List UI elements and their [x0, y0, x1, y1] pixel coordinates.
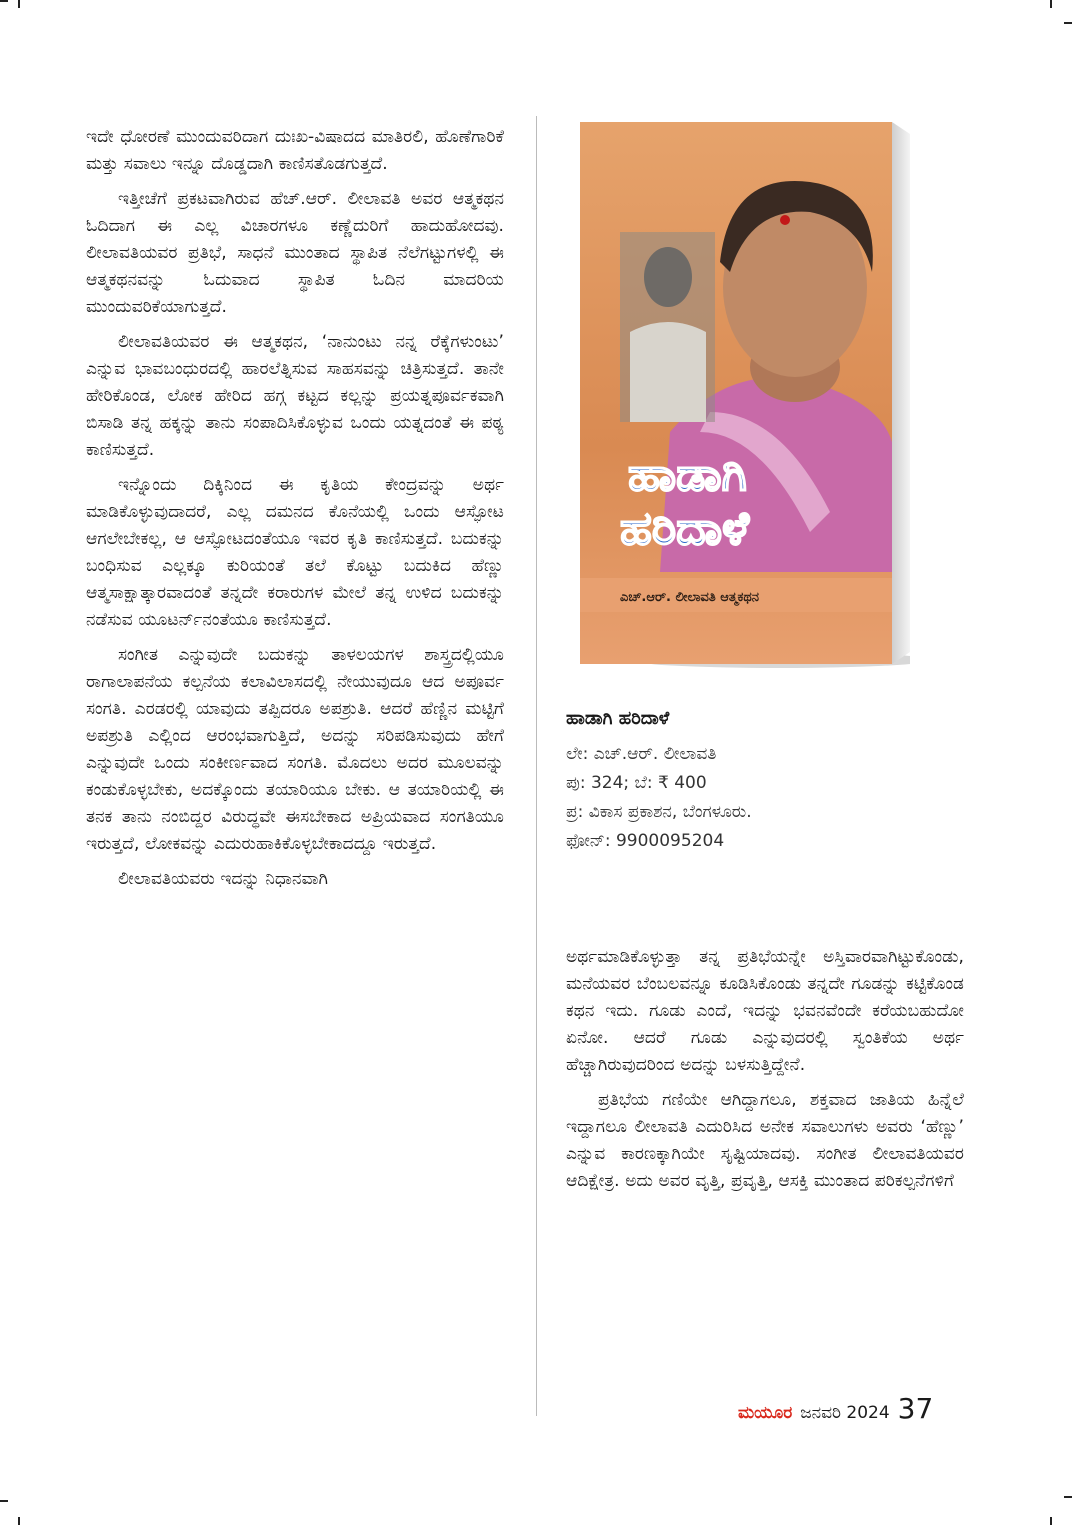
paragraph: ಸಂಗೀತ ಎನ್ನುವುದೇ ಬದುಕನ್ನು ತಾಳಲಯಗಳ ಶಾಸ್ತ್ರದಲ್ಲಿಯೂ ರಾಗಾಲಾಪನೆಯ ಕಲ್ಪನೆಯ ಕಲಾವಿಲಾಸದಲ್ಲಿ ನೇಯುವುದೂ ಆದ ಅಪೂರ್ವ ಸಂಗತಿ. ಎರಡರಲ್ಲಿ ಯಾವುದು ತಪ್ಪಿದರೂ ಅಪಶ್ರುತಿ. ಆದರೆ ಹೆಣ್ಣಿನ ಮಟ್ಟಿಗೆ ಅಪಶ್ರುತಿ ಎಲ್ಲಿಂದ ಆರಂಭವಾಗುತ್ತಿದೆ, ಅದನ್ನು ಸರಿಪಡಿಸುವುದು ಹೇಗೆ ಎನ್ನುವುದೇ ಒಂದು ಸಂಕೀರ್ಣವಾದ ಸಂಗತಿ. ಮೊದಲು ಅದರ ಮೂಲವನ್ನು ಕಂಡುಕೊಳ್ಳಬೇಕು, ಅದಕ್ಕೊಂದು ತಯಾರಿಯೂ ಬೇಕು. ಆ ತಯಾರಿಯಲ್ಲಿ ಈ ತನಕ ತಾನು ನಂಬಿದ್ದರ ವಿರುದ್ಧವೇ ಈಸಬೇಕಾದ ಅಪ್ರಿಯವಾದ ಸಂಗತಿಯೂ ಇರುತ್ತದೆ, ಲೋಕವನ್ನು ಎದುರುಹಾಕಿಕೊಳ್ಳಬೇಕಾದದ್ದೂ ಇರುತ್ತದೆ.	[86, 645, 504, 854]
left-column	[86, 124, 504, 901]
book-author: ಲೇ: ಎಚ್.ಆರ್. ಲೀಲಾವತಿ	[566, 744, 717, 764]
crop-mark	[1064, 1496, 1072, 1498]
column-divider	[536, 116, 537, 1416]
paragraph: ಪ್ರತಿಭೆಯ ಗಣಿಯೇ ಆಗಿದ್ದಾಗಲೂ, ಶಕ್ತವಾದ ಜಾತಿಯ ಹಿನ್ನೆಲೆ ಇದ್ದಾಗಲೂ ಲೀಲಾವತಿ ಎದುರಿಸಿದ ಅನೇಕ ಸವಾಲುಗಳು ಅವರು ‘ಹೆಣ್ಣು’ ಎನ್ನುವ ಕಾರಣಕ್ಕಾಗಿಯೇ ಸೃಷ್ಟಿಯಾದವು. ಸಂಗೀತ ಲೀಲಾವತಿಯವರ ಆದಿಕ್ಷೇತ್ರ. ಅದು ಅವರ ವೃತ್ತಿ, ಪ್ರವೃತ್ತಿ, ಆಸಕ್ತಿ ಮುಂತಾದ ಪರಿಕಲ್ಪನೆಗಳಿಗೆ	[566, 1090, 964, 1191]
inset-photo-face	[644, 247, 692, 307]
book-details	[566, 706, 926, 856]
crop-mark	[1050, 1517, 1052, 1525]
cover-title-line2: ಹರಿದಾಳೆ	[620, 501, 749, 555]
cover-title-line1: ಹಾಡಾಗಿ	[628, 447, 747, 501]
crop-mark	[0, 1500, 8, 1502]
crop-mark	[1064, 22, 1072, 24]
paragraph: ಇತ್ತೀಚೆಗೆ ಪ್ರಕಟವಾಗಿರುವ ಹೆಚ್.ಆರ್. ಲೀಲಾವತಿ ಅವರ ಆತ್ಮಕಥನ ಓದಿದಾಗ ಈ ಎಲ್ಲ ವಿಚಾರಗಳೂ ಕಣ್ಣೆದುರಿಗೆ ಹಾದುಹೋದವು. ಲೀಲಾವತಿಯವರ ಪ್ರತಿಭೆ, ಸಾಧನೆ ಮುಂತಾದ ಸ್ಥಾಪಿತ ನೆಲೆಗಟ್ಟುಗಳಲ್ಲಿ ಈ ಆತ್ಮಕಥನವನ್ನು ಓದುವಾದ ಸ್ಥಾಪಿತ ಓದಿನ ಮಾದರಿಯ ಮುಂದುವರಿಕೆಯಾಗುತ್ತದೆ.	[86, 189, 504, 317]
paragraph: ಅರ್ಥಮಾಡಿಕೊಳ್ಳುತ್ತಾ ತನ್ನ ಪ್ರತಿಭೆಯನ್ನೇ ಅಸ್ತಿವಾರವಾಗಿಟ್ಟುಕೊಂಡು, ಮನೆಯವರ ಬೆಂಬಲವನ್ನೂ ಕೂಡಿಸಿಕೊಂಡು ತನ್ನದೇ ಗೂಡನ್ನು ಕಟ್ಟಿಕೊಂಡ ಕಥನ ಇದು. ಗೂಡು ಎಂದೆ, ಇದನ್ನು ಭವನವೆಂದೇ ಕರೆಯಬಹುದೋ ಏನೋ. ಆದರೆ ಗೂಡು ಎನ್ನುವುದರಲ್ಲಿ ಸ್ವಂತಿಕೆಯ ಅರ್ಥ ಹೆಚ್ಚಾಗಿರುವುದರಿಂದ ಅದನ್ನು ಬಳಸುತ್ತಿದ್ದೇನೆ.	[566, 947, 964, 1075]
book-pages-price: ಪು: 324; ಬೆ: ₹ 400	[566, 773, 707, 793]
magazine-logo: ಮಯೂರ	[738, 1403, 793, 1423]
inset-photo-body	[630, 322, 706, 422]
book-cover-image	[580, 112, 910, 672]
paragraph: ಇದೇ ಧೋರಣೆ ಮುಂದುವರಿದಾಗ ದುಃಖ-ವಿಷಾದದ ಮಾತಿರಲಿ, ಹೊಣೆಗಾರಿಕೆ ಮತ್ತು ಸವಾಲು ಇನ್ನೂ ದೊಡ್ಡದಾಗಿ ಕಾಣಿಸತೊಡಗುತ್ತದೆ.	[86, 127, 504, 174]
crop-mark	[18, 1517, 20, 1525]
book-publisher: ಪ್ರ: ವಿಕಾಸ ಪ್ರಕಾಶನ, ಬೆಂಗಳೂರು.	[566, 802, 752, 822]
page-number: 37	[897, 1392, 934, 1425]
paragraph: ಲೀಲಾವತಿಯವರ ಈ ಆತ್ಮಕಥನ, ‘ನಾನುಂಟು ನನ್ನ ರೆಕ್ಕೆಗಳುಂಟು’ ಎನ್ನುವ ಭಾವಬಂಧುರದಲ್ಲಿ ಹಾರಲೆತ್ನಿಸುವ ಸಾಹಸವನ್ನು ಚಿತ್ರಿಸುತ್ತದೆ. ತಾನೇ ಹೇರಿಕೊಂಡ, ಲೋಕ ಹೇರಿದ ಹಗ್ಗ ಕಟ್ಟದ ಕಲ್ಲನ್ನು ಪ್ರಯತ್ನಪೂರ್ವಕವಾಗಿ ಬಿಸಾಡಿ ತನ್ನ ಹಕ್ಕನ್ನು ತಾನು ಸಂಪಾದಿಸಿಕೊಳ್ಳುವ ಒಂದು ಯತ್ನದಂತೆ ಈ ಪಠ್ಯ ಕಾಣಿಸುತ್ತದೆ.	[86, 332, 504, 460]
book-page-edge	[892, 122, 910, 664]
book-phone: ಫೋನ್: 9900095204	[566, 831, 725, 851]
book-title: ಹಾಡಾಗಿ ಹರಿದಾಳೆ	[566, 708, 670, 729]
page-footer	[738, 1392, 933, 1428]
portrait-bindi	[780, 215, 790, 225]
cover-subtitle: ಎಚ್.ಆರ್. ಲೀಲಾವತಿ ಆತ್ಮಕಥನ	[620, 590, 760, 605]
paragraph: ಲೀಲಾವತಿಯವರು ಇದನ್ನು ನಿಧಾನವಾಗಿ	[118, 869, 328, 889]
paragraph: ಇನ್ನೊಂದು ದಿಕ್ಕಿನಿಂದ ಈ ಕೃತಿಯ ಕೇಂದ್ರವನ್ನು ಅರ್ಥ ಮಾಡಿಕೊಳ್ಳುವುದಾದರೆ, ಎಲ್ಲ ದಮನದ ಕೊನೆಯಲ್ಲಿ ಒಂದು ಆಸ್ಫೋಟ ಆಗಲೇಬೇಕಲ್ಲ, ಆ ಆಸ್ಫೋಟದಂತೆಯೂ ಇವರ ಕೃತಿ ಕಾಣಿಸುತ್ತದೆ. ಬದುಕನ್ನು ಬಂಧಿಸುವ ಎಲ್ಲಕ್ಕೂ ಕುರಿಯಂತೆ ತಲೆ ಕೊಟ್ಟು ಬದುಕಿದ ಹೆಣ್ಣು ಆತ್ಮಸಾಕ್ಷಾತ್ಕಾರವಾದಂತೆ ತನ್ನದೇ ಕರಾರುಗಳ ಮೇಲೆ ತನ್ನ ಉಳಿದ ಬದುಕನ್ನು ನಡೆಸುವ ಯೂಟರ್ನ್‌ನಂತೆಯೂ ಕಾಣಿಸುತ್ತದೆ.	[86, 475, 504, 630]
issue-date: ಜನವರಿ 2024	[800, 1403, 890, 1423]
crop-mark	[0, 0, 8, 2]
crop-mark	[1050, 0, 1052, 8]
right-column	[566, 944, 964, 1203]
crop-mark	[18, 0, 20, 8]
